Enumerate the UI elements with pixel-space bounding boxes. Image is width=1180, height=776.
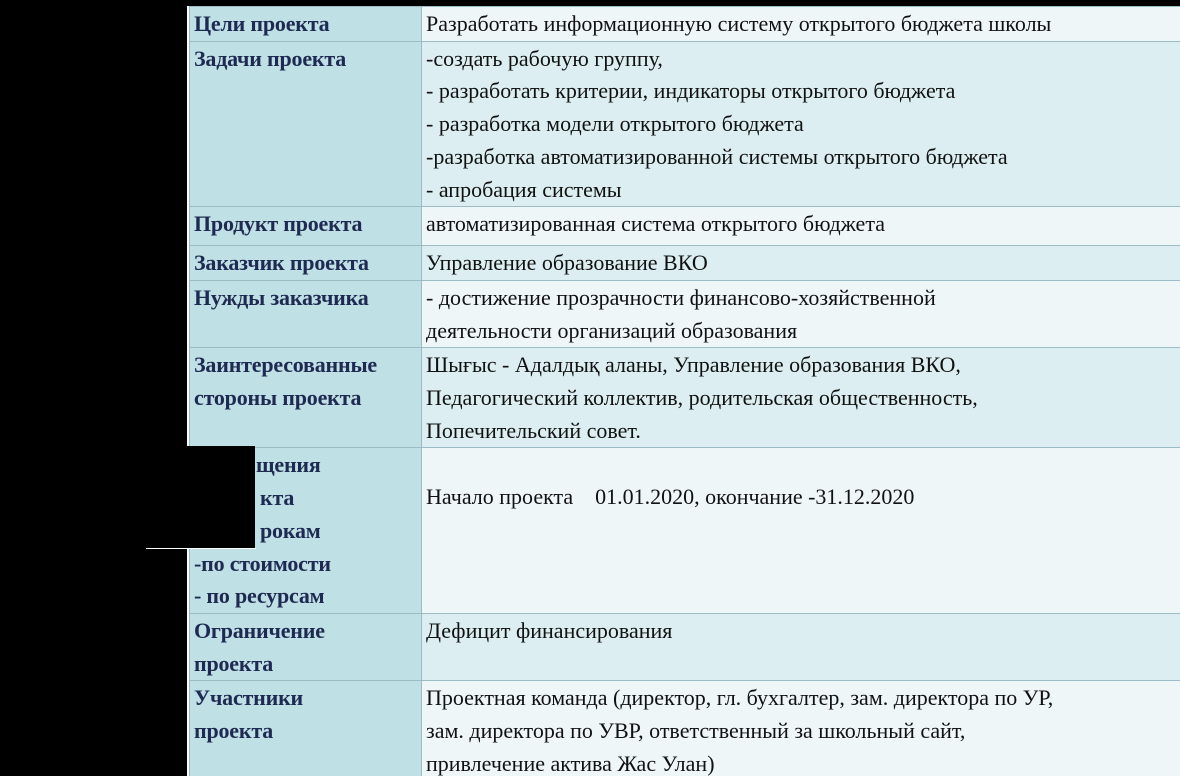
value-cell (422, 207, 1180, 246)
value-cell (422, 613, 1180, 680)
label-cell (190, 41, 422, 207)
divider-line (146, 548, 256, 549)
value-text: Педагогический коллектив, родительская общественность, (426, 385, 978, 411)
value-text: - разработать критерии, индикаторы открытого бюджета (426, 78, 956, 104)
label-text: проекта (194, 718, 274, 744)
value-text: - достижение прозрачности финансово-хозяйственной (426, 284, 936, 310)
occluding-notch (171, 392, 177, 425)
label-cell (190, 207, 422, 246)
row-product (190, 207, 1180, 246)
label-cell (190, 7, 422, 42)
label-text: щения (256, 452, 321, 478)
occluding-shape (0, 0, 187, 776)
label-text: Участники (194, 685, 304, 711)
row-customer (190, 246, 1180, 281)
value-text: - разработка модели открытого бюджета (426, 111, 804, 137)
project-passport-table (189, 6, 1180, 776)
value-text: привлечение актива Жас Улан) (426, 750, 715, 776)
value-text: Проектная команда (директор, гл. бухгалтер, зам. директора по УР, (426, 685, 1054, 711)
label-text: рокам (260, 517, 321, 543)
row-deviations (190, 448, 1180, 614)
value-cell (422, 348, 1180, 448)
value-cell (422, 681, 1180, 776)
label-text: проекта (194, 650, 274, 676)
label-cell (190, 280, 422, 347)
label-text: -по стоимости (194, 550, 331, 576)
label-cell (190, 246, 422, 281)
value-text: автоматизированная система открытого бюджета (426, 211, 885, 237)
row-tasks (190, 41, 1180, 207)
value-cell (422, 41, 1180, 207)
value-text: -разработка автоматизированной системы открытого бюджета (426, 143, 1008, 169)
value-cell (422, 7, 1180, 42)
value-cell (422, 280, 1180, 347)
label-text: Цели проекта (194, 11, 330, 36)
label-text: Задачи проекта (194, 45, 347, 71)
value-text: Шығыс - Адалдық аланы, Управление образования ВКО, (426, 352, 961, 378)
value-text: Управление образование ВКО (426, 250, 708, 276)
value-text: Разработать информационную систему открытого бюджета школы (426, 11, 1052, 36)
label-cell (190, 348, 422, 448)
row-participants (190, 681, 1180, 776)
label-text: кта (260, 485, 295, 511)
label-cell (190, 681, 422, 776)
value-text: - апробация системы (426, 176, 622, 202)
row-stakeholders (190, 348, 1180, 448)
row-constraints (190, 613, 1180, 680)
row-customer-needs (190, 280, 1180, 347)
value-cell (422, 246, 1180, 281)
label-text: Заказчик проекта (194, 250, 369, 276)
value-cell (422, 448, 1180, 614)
occluding-shape (187, 446, 255, 549)
label-text: Заинтересованные (194, 352, 377, 378)
value-text: Дефицит финансирования (426, 617, 673, 643)
value-text: деятельности организаций образования (426, 317, 798, 343)
label-text: Ограничение (194, 617, 325, 643)
label-text: стороны проекта (194, 385, 362, 411)
label-text: Нужды заказчика (194, 284, 369, 310)
value-text: Попечительский совет. (426, 417, 641, 443)
label-text: - по ресурсам (194, 583, 325, 609)
value-text: зам. директора по УВР, ответственный за школьный сайт, (426, 718, 966, 744)
value-text: Начало проекта 01.01.2020, окончание -31.12.2020 (426, 484, 915, 510)
label-cell (190, 613, 422, 680)
value-text: -создать рабочую группу, (426, 45, 663, 71)
label-text: Продукт проекта (194, 211, 363, 237)
row-goals (190, 7, 1180, 42)
project-passport-slide (187, 6, 1180, 776)
